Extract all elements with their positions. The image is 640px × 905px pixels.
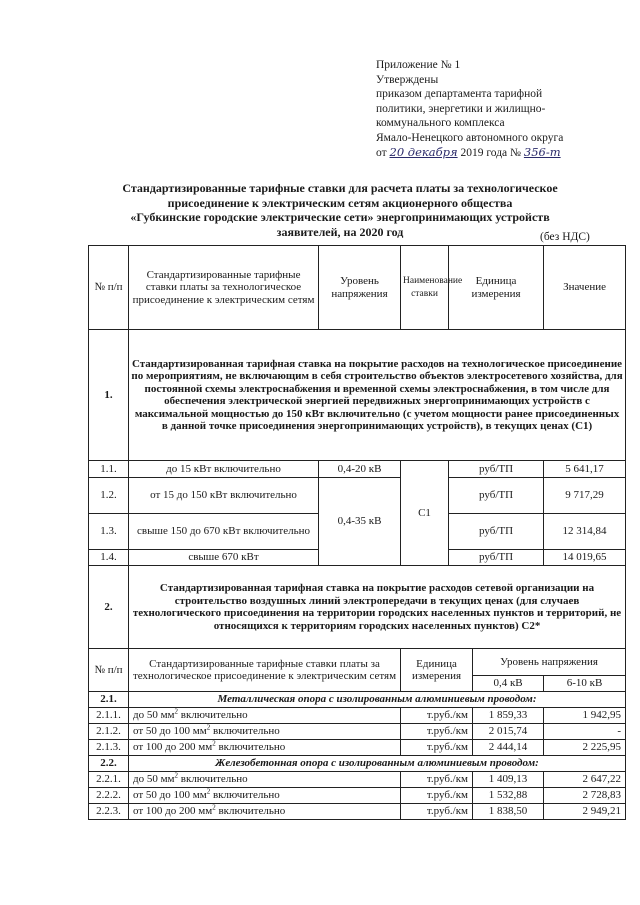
label-sup: 2 [174, 771, 179, 780]
title-line: «Губкинские городские электрические сети» энергопринимающих устройств [130, 210, 550, 224]
appendix-line: Ямало-Ненецкого автономного округа [376, 131, 564, 144]
row-unit: руб/ТП [449, 550, 544, 566]
group-row [89, 756, 626, 772]
subheader-voltage: Уровень напряжения [473, 649, 626, 676]
handwritten-number: 356-т [523, 145, 561, 159]
row-label [129, 772, 401, 788]
label-post: включительно [210, 789, 280, 802]
row-value: 9 717,29 [544, 478, 626, 514]
appendix-line: Приложение № 1 [376, 59, 461, 71]
handwritten-date: 20 декабря [389, 145, 458, 159]
row-num: 1.3. [89, 514, 129, 550]
row-v2: 1 942,95 [544, 708, 626, 724]
label-pre: от 50 до 100 мм [133, 789, 207, 802]
appendix-line: Утверждены [376, 73, 439, 86]
appendix-line: коммунального комплекса [376, 117, 505, 129]
table-row [89, 478, 626, 514]
label-pre: до 50 мм [133, 773, 175, 786]
header-rate-name: Наименование ставки [401, 246, 449, 330]
row-label: от 15 до 150 кВт включительно [129, 478, 319, 514]
row-v1: 2 444,14 [473, 740, 544, 756]
row-num: 1.2. [89, 478, 129, 514]
header-rates: Стандартизированные тарифные ставки платы за технологическое присоединение к электрическим сетям [129, 246, 319, 330]
row-unit: руб/ТП [449, 478, 544, 514]
row-label: до 15 кВт включительно [129, 461, 319, 478]
row-unit: т.руб./км [401, 772, 473, 788]
row-label [129, 724, 401, 740]
label-pre: до 50 мм [133, 709, 175, 722]
label-post: включительно [178, 773, 248, 786]
rate-name-cell: С1 [401, 461, 449, 566]
section-num: 2. [89, 566, 129, 649]
row-unit: т.руб./км [401, 708, 473, 724]
row-unit: руб/ТП [449, 514, 544, 550]
subheader-v2: 6-10 кВ [544, 676, 626, 692]
subheader-v1: 0,4 кВ [473, 676, 544, 692]
label-pre: от 100 до 200 мм [133, 805, 213, 818]
row-unit: т.руб./км [401, 788, 473, 804]
table-row [89, 740, 626, 756]
label-sup: 2 [212, 803, 216, 812]
row-num: 2.1.2. [89, 724, 129, 740]
label-sup: 2 [212, 739, 216, 748]
row-v2: 2 949,21 [544, 804, 626, 820]
section-row [89, 330, 626, 461]
row-label: свыше 150 до 670 кВт включительно [129, 514, 319, 550]
row-v1: 2 015,74 [473, 724, 544, 740]
label-post: включительно [178, 709, 248, 722]
tariff-table [88, 245, 626, 820]
group-num: 2.2. [89, 756, 129, 772]
label-post: включительно [215, 805, 286, 818]
subheader-rates: Стандартизированные тарифные ставки платы за технологическое присоединение к электрическим сетям [129, 649, 401, 692]
row-v1: 1 859,33 [473, 708, 544, 724]
appendix-line: политики, энергетики и жилищно- [376, 102, 546, 115]
date-year: 2019 года № [460, 147, 522, 159]
row-num: 2.1.3. [89, 740, 129, 756]
row-voltage: 0,4-20 кВ [319, 461, 401, 478]
row-v2: 2 647,22 [544, 772, 626, 788]
group-title: Металлическая опора с изолированным алюминиевым проводом: [129, 692, 626, 708]
row-label [129, 804, 401, 820]
row-v2: 2 225,95 [544, 740, 626, 756]
row-unit: руб/ТП [449, 461, 544, 478]
document-title [90, 181, 590, 239]
subheader-unit: Единица измерения [401, 649, 473, 692]
label-sup: 2 [206, 787, 211, 796]
table-row [89, 804, 626, 820]
label-post: включительно [210, 725, 280, 738]
table-row [89, 708, 626, 724]
appendix-line: приказом департамента тарифной [376, 88, 543, 100]
row-v2: - [544, 724, 626, 740]
row-label [129, 788, 401, 804]
label-sup: 2 [174, 707, 179, 716]
label-pre: от 50 до 100 мм [133, 725, 207, 738]
row-num: 2.2.3. [89, 804, 129, 820]
row-value: 5 641,17 [544, 461, 626, 478]
row-value: 12 314,84 [544, 514, 626, 550]
row-v1: 1 409,13 [473, 772, 544, 788]
section-text: Стандартизированная тарифная ставка на покрытие расходов на технологическое присоединение по мероприятиям, не включающим в себя строительство объектов электросетевого хозяйства, для постоянной схемы электроснабжения и временной схемы электроснабжения, в том числе для обеспечения электрической энергией передвижных энергопринимающих устройств с максимальной мощностью до 150 кВт включительно (с учетом мощности ранее присоединенных в данной точке присоединения энергопринимающих устройств), в текущих ценах (С1) [129, 330, 626, 461]
table-row [89, 724, 626, 740]
date-prefix: от [376, 147, 387, 159]
table-row [89, 461, 626, 478]
appendix-approval-block [376, 58, 626, 161]
table-header-row [89, 246, 626, 330]
row-num: 2.1.1. [89, 708, 129, 724]
section-row [89, 566, 626, 649]
row-v2: 2 728,83 [544, 788, 626, 804]
header-voltage: Уровень напряжения [319, 246, 401, 330]
vat-note: (без НДС) [540, 231, 590, 243]
section-text: Стандартизированная тарифная ставка на покрытие расходов сетевой организации на строительство воздушных линий электропередачи в текущих ценах (для случаев технологического присоединения на территории городских населенных пунктов и территорий, не относящихся к территориям городских населенных пунктов) С2* [129, 566, 626, 649]
subheader-row [89, 649, 626, 676]
header-value: Значение [544, 246, 626, 330]
row-v1: 1 838,50 [473, 804, 544, 820]
label-sup: 2 [206, 723, 211, 732]
title-line: Стандартизированные тарифные ставки для расчета платы за технологическое [122, 181, 558, 195]
row-label [129, 708, 401, 724]
row-v1: 1 532,88 [473, 788, 544, 804]
row-num: 2.2.1. [89, 772, 129, 788]
row-label [129, 740, 401, 756]
row-unit: т.руб./км [401, 724, 473, 740]
row-num: 2.2.2. [89, 788, 129, 804]
row-label: свыше 670 кВт [129, 550, 319, 566]
group-num: 2.1. [89, 692, 129, 708]
appendix-date-line [376, 145, 626, 161]
table-row [89, 772, 626, 788]
group-row [89, 692, 626, 708]
row-num: 1.1. [89, 461, 129, 478]
header-num: № п/п [89, 246, 129, 330]
header-unit: Единица измерения [449, 246, 544, 330]
group-title: Железобетонная опора с изолированным алюминиевым проводом: [129, 756, 626, 772]
table-row [89, 788, 626, 804]
label-pre: от 100 до 200 мм [133, 741, 213, 754]
title-line: присоединение к электрическим сетям акционерного общества [167, 195, 513, 210]
section-num: 1. [89, 330, 129, 461]
row-num: 1.4. [89, 550, 129, 566]
label-post: включительно [215, 741, 286, 754]
row-value: 14 019,65 [544, 550, 626, 566]
row-unit: т.руб./км [401, 740, 473, 756]
row-unit: т.руб./км [401, 804, 473, 820]
subheader-num: № п/п [89, 649, 129, 692]
voltage-merged-cell: 0,4-35 кВ [319, 478, 401, 566]
title-line: заявителей, на 2020 год [276, 224, 404, 239]
